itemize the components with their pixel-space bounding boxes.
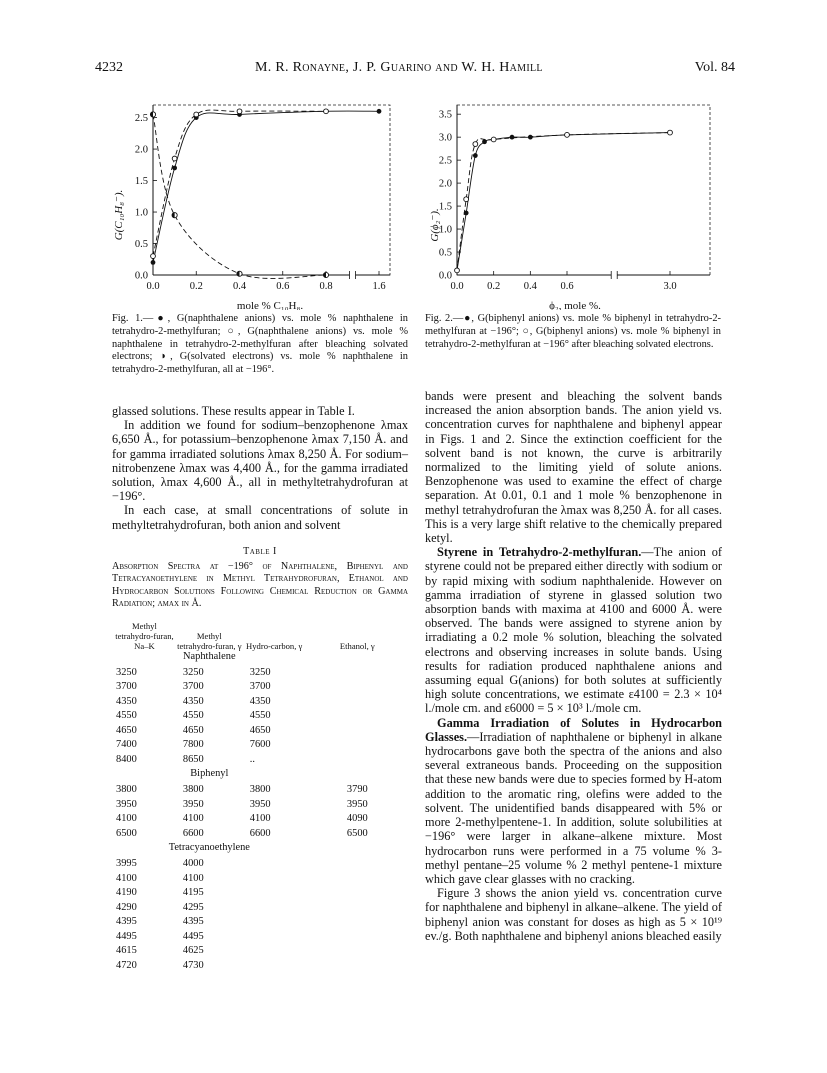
y-tick-label: 1.5 — [438, 201, 452, 213]
plot-frame — [153, 105, 390, 275]
series-line — [153, 114, 326, 278]
table-cell: 4100 — [182, 813, 204, 825]
table-cell: 4495 — [116, 930, 137, 942]
table-row — [112, 887, 408, 902]
table-cell: 6600 — [182, 827, 204, 839]
table-row — [112, 945, 408, 960]
table-cell: 4000 — [182, 858, 204, 870]
table-cell — [307, 858, 408, 873]
table-cell: 3700 — [116, 681, 137, 693]
volume: Vol. 84 — [694, 60, 735, 75]
y-tick-label: 3.5 — [438, 109, 452, 121]
table-cell: 3800 — [249, 784, 271, 796]
x-tick-label: 0.4 — [232, 281, 247, 292]
table-cell: 8400 — [116, 753, 137, 765]
table-cell: 3250 — [116, 666, 137, 678]
table-cell — [307, 725, 408, 740]
y-tick-label: 1.0 — [134, 207, 148, 219]
page-number: 4232 — [95, 60, 123, 75]
column-header: Methyl tetrahydro-furan, γ — [177, 630, 242, 651]
fig1-x-axis-label: mole % C₁₀H₈. — [236, 300, 304, 310]
page-header — [95, 60, 735, 78]
table-cell: 3800 — [116, 784, 137, 796]
table-section-label: Biphenyl — [190, 768, 229, 780]
table-cell: 6500 — [116, 827, 137, 839]
table-cell: 4100 — [116, 872, 137, 884]
table-section-label: Naphthalene — [183, 650, 236, 662]
table-cell: 4100 — [182, 872, 204, 884]
table-cell — [307, 681, 408, 696]
table-cell: 3950 — [116, 798, 137, 810]
data-point-open — [455, 268, 460, 273]
table-cell: 4350 — [249, 695, 271, 707]
y-tick-label: 2.0 — [134, 144, 148, 156]
table-row — [112, 858, 408, 873]
data-point-open — [668, 130, 673, 135]
data-point-filled — [172, 166, 177, 171]
table-header-row — [112, 615, 408, 651]
plot-frame — [457, 105, 710, 275]
data-point-open — [473, 142, 478, 147]
table-row — [112, 725, 408, 740]
x-tick-label: 0.2 — [189, 281, 203, 292]
series-line — [457, 133, 670, 271]
table-cell: 6600 — [249, 827, 271, 839]
paragraph: bands were present and bleaching the solvent bands increased the anion absorption bands. The anion yield vs. concentration curves for naphthalene and biphenyl appear in Figs. 1 and 2. Since the extinction coefficient for the solvent band is not known, the curve is arbitrarily normalized to the limiting yield of solute anions. Benzophenone was used to examine the effect of charge separation. At 0.01, 0.1 and 1 mole % benzophenone in methyl tetrahydrofuran the λmax was 8,250 Å. for all cases. This is a very large shift relative to the chemically prepared ketyl. — [425, 389, 722, 546]
table-cell: 3250 — [182, 666, 204, 678]
series-line — [153, 110, 326, 256]
table-section-row — [112, 651, 408, 667]
table-cell — [307, 667, 408, 682]
y-tick-label: 1.0 — [438, 224, 452, 236]
table-1 — [112, 546, 408, 974]
table-row — [112, 710, 408, 725]
column-header: Ethanol, γ — [339, 640, 375, 651]
table-cell: 4100 — [116, 813, 137, 825]
figure-1-caption: Fig. 1.—●, G(naphthalene anions) vs. mole % naphthalene in tetrahydro-2-methylfuran; ○, G(naphthalene anions) vs. mole % naphthalene in tetrahydro-2-methylfuran after bleaching solvated electrons; ◑, G(solvated electrons) vs. mole % naphthalene in tetrahydro-2-methylfuran, all at −196°. — [112, 313, 408, 376]
table-cell: 3250 — [249, 666, 271, 678]
section-heading: Gamma Irradiation of Solutes in Hydrocarbon Glasses. — [425, 715, 722, 744]
table-cell — [307, 916, 408, 931]
table-cell: 4495 — [182, 930, 204, 942]
table-cell — [242, 916, 307, 931]
x-tick-label: 0.0 — [450, 281, 464, 292]
table-cell: 4550 — [116, 710, 137, 722]
table-cell: 3800 — [182, 784, 204, 796]
axis-break-gap — [611, 271, 617, 279]
table-cell — [242, 931, 307, 946]
column-header: Hydro-carbon, γ — [246, 640, 303, 651]
data-point-open — [151, 254, 156, 259]
table-cell: 3700 — [182, 681, 204, 693]
table-cell: 4195 — [182, 887, 204, 899]
table-heading: Absorption Spectra at −196° of Naphthalene, Biphenyl and Tetracyanoethylene in Methyl Tetrahydrofuran, Ethanol and Hydrocarbon Solutions Following Chemical Reduction or Gamma Radiation; λmax in Å. — [112, 561, 408, 610]
table-cell: 4625 — [182, 945, 204, 957]
data-point-open — [565, 132, 570, 137]
data-point-filled — [510, 135, 515, 140]
table-cell — [307, 739, 408, 754]
paragraph: Styrene in Tetrahydro-2-methylfuran.—The anion of styrene could not be prepared either directly with sodium or by rapid mixing with sodium naphthalenide. However on gamma irradiation of styrene in glassed solution two absorption bands with maxima at 4100 and 6000 Å. were observed. The bands were assigned to styrene anion by irradiating a 0.2 mole % solution, bleaching the solvated electrons and observing increases in solute bands. Using results for radiation produced naphthalene anions and assuming equal G(anions) for both solutes at sufficiently high solute concentrations, we estimate ε4100 = 2.3 × 10⁴ l./mole cm. and ε6000 = 5 × 10³ l./mole cm. — [425, 545, 722, 716]
table-cell — [242, 858, 307, 873]
table-cell: 4350 — [116, 695, 137, 707]
table-cell: 3790 — [346, 784, 368, 796]
table-row — [112, 799, 408, 814]
column-header: Methyl tetrahydro-furan, Na–K — [115, 620, 174, 651]
fig2-x-axis-label: ϕ₂, mole %. — [549, 300, 601, 310]
table-row — [112, 696, 408, 711]
y-tick-label: 2.0 — [438, 178, 452, 190]
figure-2-chart — [420, 95, 730, 310]
table-section-row — [112, 842, 408, 858]
table-cell — [307, 873, 408, 888]
table-cell: 4550 — [249, 710, 271, 722]
series-line — [153, 111, 379, 262]
table-row — [112, 873, 408, 888]
table-cell: 4730 — [182, 959, 204, 971]
table-cell: 3995 — [116, 858, 137, 870]
table-cell — [242, 887, 307, 902]
table-cell: 3700 — [249, 681, 271, 693]
y-tick-label: 3.0 — [438, 132, 452, 144]
data-point-open — [172, 156, 177, 161]
figure-2-caption: Fig. 2.—●, G(biphenyl anions) vs. mole % biphenyl in tetrahydro-2-methylfuran at −196°; ○, G(biphenyl anions) vs. mole % biphenyl in tetrahydro-2-methylfuran at −196° after bleaching solvated electrons. — [425, 313, 721, 350]
axis-break-gap — [350, 271, 356, 279]
table-title: Table I — [243, 546, 277, 557]
table-section-label: Tetracyanoethylene — [168, 842, 250, 854]
y-tick-label: 2.5 — [134, 113, 148, 125]
paragraph: glassed solutions. These results appear in Table I. — [112, 404, 355, 418]
x-tick-label: 1.6 — [372, 281, 386, 292]
table-cell — [307, 696, 408, 711]
table-cell: 7400 — [116, 739, 137, 751]
x-tick-label: 0.8 — [319, 281, 333, 292]
y-tick-label: 0.5 — [438, 247, 452, 259]
table-cell: 4550 — [182, 710, 204, 722]
table-cell — [307, 710, 408, 725]
y-tick-label: 1.5 — [134, 176, 148, 188]
table-cell: 4090 — [346, 813, 368, 825]
data-point-filled — [377, 109, 382, 114]
table-cell: 4100 — [249, 813, 271, 825]
y-tick-label: 2.5 — [438, 155, 452, 167]
table-cell: 8650 — [182, 753, 204, 765]
paragraph: Gamma Irradiation of Solutes in Hydrocarbon Glasses.—Irradiation of naphthalene or biphenyl in alkane hydrocarbons gave both the spectra of the anions and also several extraneous bands. Proceeding on the supposition that these new bands were due to species formed by H-atom addition to the aromatic ring, olefins were added to the solvent. The unidentified bands disappeared with 5% or more 2-methylpentene-1. In addition, solute solubilities at −196° were larger in alkane–alkene mixture. Most hydrocarbon runs were performed in a 75 volume % 3-methyl pentane–25 volume % 2 methyl pentene-1 mixture which gave clear glasses with no cracking. — [425, 715, 722, 886]
table-cell: 3950 — [346, 798, 368, 810]
table-row — [112, 902, 408, 917]
authors: M. R. Ronayne, J. P. Guarino and W. H. Hamill — [255, 60, 543, 75]
table-cell: 4650 — [249, 724, 271, 736]
table-row — [112, 916, 408, 931]
x-tick-label: 0.0 — [146, 281, 160, 292]
y-tick-label: 0.5 — [134, 239, 148, 251]
paragraph: In addition we found for sodium–benzophenone λmax 6,650 Å., for potassium–benzophenone λmax 7,150 Å. and for gamma irradiated solutions λmax 8,250 Å. For sodium–nitrobenzene λmax was 4,400 Å., for the gamma irradiated solution, λmax 4,600 Å., all in methyltetrahydrofuran at −196°. — [112, 418, 408, 504]
left-column-text — [112, 404, 408, 532]
data-point-filled — [482, 139, 487, 144]
table-cell — [242, 960, 307, 975]
table-cell: 7600 — [249, 739, 271, 751]
table-cell — [307, 960, 408, 975]
table-cell: 4720 — [116, 959, 137, 971]
table-row — [112, 667, 408, 682]
table-cell: 3950 — [249, 798, 271, 810]
fig1-y-axis-label: G(C₁₀H₈⁻). — [113, 189, 125, 241]
table-cell: 6500 — [346, 827, 368, 839]
table-row — [112, 828, 408, 843]
table-cell — [242, 873, 307, 888]
table-cell — [307, 887, 408, 902]
table-cell: 4650 — [182, 724, 204, 736]
figure-1-chart — [100, 95, 400, 310]
paragraph: Figure 3 shows the anion yield vs. concentration curve for naphthalene and biphenyl in alkane–alkene. The yield of biphenyl anion was constant for doses as high as 5 × 10¹⁹ ev./g. Both naphthalene and biphenyl anions bleached easily — [425, 886, 722, 943]
data-point-open — [194, 112, 199, 117]
table-cell: .. — [249, 753, 255, 765]
x-tick-label: 0.6 — [276, 281, 290, 292]
table-row — [112, 681, 408, 696]
data-point-open — [324, 109, 329, 114]
y-tick-label: 0.0 — [438, 270, 452, 282]
table-cell — [307, 945, 408, 960]
table-row — [112, 754, 408, 769]
x-tick-label: 0.2 — [487, 281, 501, 292]
x-tick-label: 0.6 — [560, 281, 574, 292]
table-cell — [307, 931, 408, 946]
table-cell: 3950 — [182, 798, 204, 810]
table-row — [112, 784, 408, 799]
table-cell — [242, 945, 307, 960]
table-cell: 4290 — [116, 901, 137, 913]
table-cell: 4350 — [182, 695, 204, 707]
data-point-open — [237, 109, 242, 114]
table-cell: 4190 — [116, 887, 137, 899]
paragraph: In each case, at small concentrations of solute in methyltetrahydrofuran, both anion and solvent — [112, 503, 408, 532]
series-line — [457, 133, 670, 271]
y-tick-label: 0.0 — [134, 270, 148, 282]
table-cell: 4295 — [182, 901, 204, 913]
x-tick-label: 0.4 — [523, 281, 537, 292]
table-cell: 4395 — [116, 916, 137, 928]
fig2-y-axis-label: G(ϕ₂⁻). — [429, 208, 441, 242]
table-cell — [242, 902, 307, 917]
data-point-filled — [151, 260, 156, 265]
table-row — [112, 931, 408, 946]
table-cell: 4615 — [116, 945, 137, 957]
right-column-text — [425, 389, 722, 943]
table-section-row — [112, 768, 408, 784]
table-cell: 4650 — [116, 724, 137, 736]
table-row — [112, 813, 408, 828]
section-heading: Styrene in Tetrahydro-2-methylfuran. — [437, 545, 642, 560]
table-row — [112, 739, 408, 754]
x-tick-label: 3.0 — [663, 281, 677, 292]
data-point-filled — [473, 153, 478, 158]
data-point-open — [491, 137, 496, 142]
table-cell — [307, 754, 408, 769]
data-point-open — [464, 197, 469, 202]
table-cell — [307, 902, 408, 917]
table-grid — [112, 615, 408, 975]
table-cell: 7800 — [182, 739, 204, 751]
table-row — [112, 960, 408, 975]
table-cell: 4395 — [182, 916, 204, 928]
